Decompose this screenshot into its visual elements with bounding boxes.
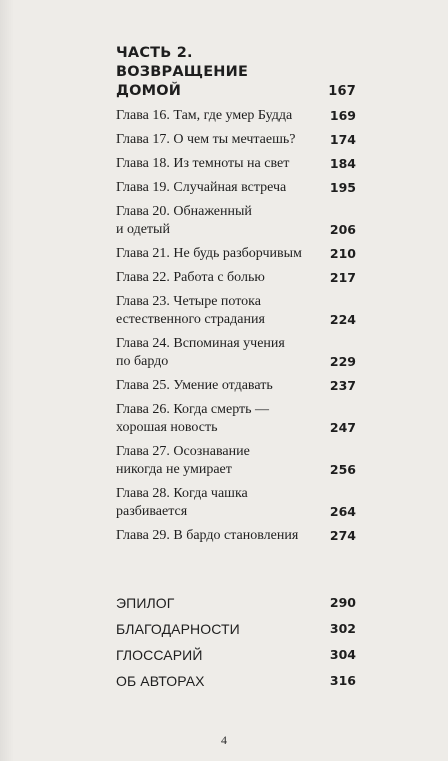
- toc-entry-title: [116, 401, 316, 437]
- toc-entry-title-line-1: Глава 26. Когда смерть —: [116, 402, 270, 417]
- toc-entry-title: БЛАГОДАРНОСТИ: [116, 621, 240, 637]
- toc-entry-title-line-1: Глава 17. О чем ты мечтаешь?: [116, 132, 296, 147]
- toc-entry-title-line-1: Глава 29. В бардо становления: [116, 528, 299, 543]
- toc-entry-title-line-1: Глава 21. Не будь разборчивым: [116, 246, 302, 261]
- toc-entry-title: [116, 203, 316, 239]
- toc-entry-page: 184: [329, 156, 356, 171]
- toc-entry-title-line-2: по бардо: [116, 354, 169, 369]
- toc-entry-chapter: [116, 377, 356, 395]
- toc-entry-chapter: [116, 107, 356, 125]
- toc-entry-title-line-1: Глава 24. Вспоминая учения: [116, 336, 285, 351]
- toc-entry-page: 247: [329, 420, 356, 435]
- toc-entry-title-line-2: и одетый: [116, 222, 170, 237]
- part-heading-line-3: ДОМОЙ: [116, 83, 182, 99]
- toc-entry-title-line-1: Глава 27. Осознавание: [116, 444, 250, 459]
- toc-entry-chapter: [116, 155, 356, 173]
- part-heading-line-2: ВОЗВРАЩЕНИЕ: [116, 64, 249, 80]
- toc-entry-title-line-2: хорошая новость: [116, 420, 218, 435]
- toc-entry-title: [116, 245, 316, 263]
- toc-entry-back-matter: [116, 646, 356, 664]
- toc-entry-title: [116, 131, 316, 149]
- toc-entry-title-line-1: Глава 20. Обнаженный: [116, 204, 252, 219]
- toc-entry-page: 316: [329, 673, 356, 688]
- toc-entry-chapter: [116, 179, 356, 197]
- page-number: 4: [221, 733, 227, 747]
- toc-entry-page: 174: [329, 132, 356, 147]
- toc-entry-page: 274: [329, 528, 356, 543]
- toc-entry-chapter: [116, 401, 356, 437]
- toc-entry-title-line-1: Глава 18. Из темноты на свет: [116, 156, 290, 171]
- toc-entry-page: 256: [329, 462, 356, 477]
- toc-entry-chapter: [116, 131, 356, 149]
- part-page-number: 167: [328, 84, 356, 99]
- toc-entry-title-line-1: Глава 25. Умение отдавать: [116, 378, 273, 393]
- page-edge-shadow: [0, 0, 14, 761]
- toc-entry-title-line-1: Глава 16. Там, где умер Будда: [116, 108, 293, 123]
- toc-entry-back-matter: [116, 620, 356, 638]
- toc-entry-back-matter: [116, 594, 356, 612]
- toc-entry-title-line-1: Глава 28. Когда чашка: [116, 486, 248, 501]
- toc-entry-page: 290: [329, 595, 356, 610]
- toc-entry-title: [116, 293, 316, 329]
- toc-entry-title: [116, 269, 316, 287]
- toc-entry-title: ГЛОССАРИЙ: [116, 647, 203, 663]
- toc-entry-title-line-1: Глава 22. Работа с болью: [116, 270, 265, 285]
- toc-entry-title-line-2: никогда не умирает: [116, 462, 232, 477]
- toc-entry-chapter: [116, 203, 356, 239]
- toc-entry-page: 210: [329, 246, 356, 261]
- toc-entry-chapter: [116, 335, 356, 371]
- toc-entry-chapter: [116, 485, 356, 521]
- toc-entry-title-line-1: Глава 23. Четыре потока: [116, 294, 261, 309]
- toc-entry-page: 224: [329, 312, 356, 327]
- toc-entry-title: [116, 335, 316, 371]
- toc-entry-title-line-2: естественного страдания: [116, 312, 265, 327]
- table-of-contents: [116, 44, 356, 545]
- toc-entry-back-matter: [116, 672, 356, 690]
- toc-entry-page: 206: [329, 222, 356, 237]
- toc-entry-page: 302: [329, 621, 356, 636]
- part-heading: [116, 44, 356, 101]
- toc-entry-title: ЭПИЛОГ: [116, 595, 175, 611]
- part-heading-line-1: ЧАСТЬ 2.: [116, 45, 193, 61]
- toc-entry-page: 217: [329, 270, 356, 285]
- toc-entry-chapter: [116, 245, 356, 263]
- toc-entry-title: [116, 443, 316, 479]
- toc-entry-page: 229: [329, 354, 356, 369]
- toc-entry-title: [116, 485, 316, 521]
- toc-entry-page: 195: [329, 180, 356, 195]
- toc-entry-chapter: [116, 269, 356, 287]
- toc-entry-title: [116, 527, 316, 545]
- toc-entry-title-line-1: Глава 19. Случайная встреча: [116, 180, 287, 195]
- toc-entry-title: ОБ АВТОРАХ: [116, 673, 205, 689]
- toc-entry-title-line-2: разбивается: [116, 504, 188, 519]
- toc-entry-chapter: [116, 293, 356, 329]
- toc-entry-title: [116, 107, 316, 125]
- toc-entry-page: 169: [329, 108, 356, 123]
- back-matter-list: [116, 586, 356, 690]
- toc-entry-title: [116, 179, 316, 197]
- toc-entry-chapter: [116, 443, 356, 479]
- toc-entry-title: [116, 155, 316, 173]
- toc-entry-title: [116, 377, 316, 395]
- toc-entry-page: 237: [329, 378, 356, 393]
- toc-entry-chapter: [116, 527, 356, 545]
- toc-entry-page: 304: [329, 647, 356, 662]
- toc-entry-page: 264: [329, 504, 356, 519]
- chapter-list: [116, 107, 356, 545]
